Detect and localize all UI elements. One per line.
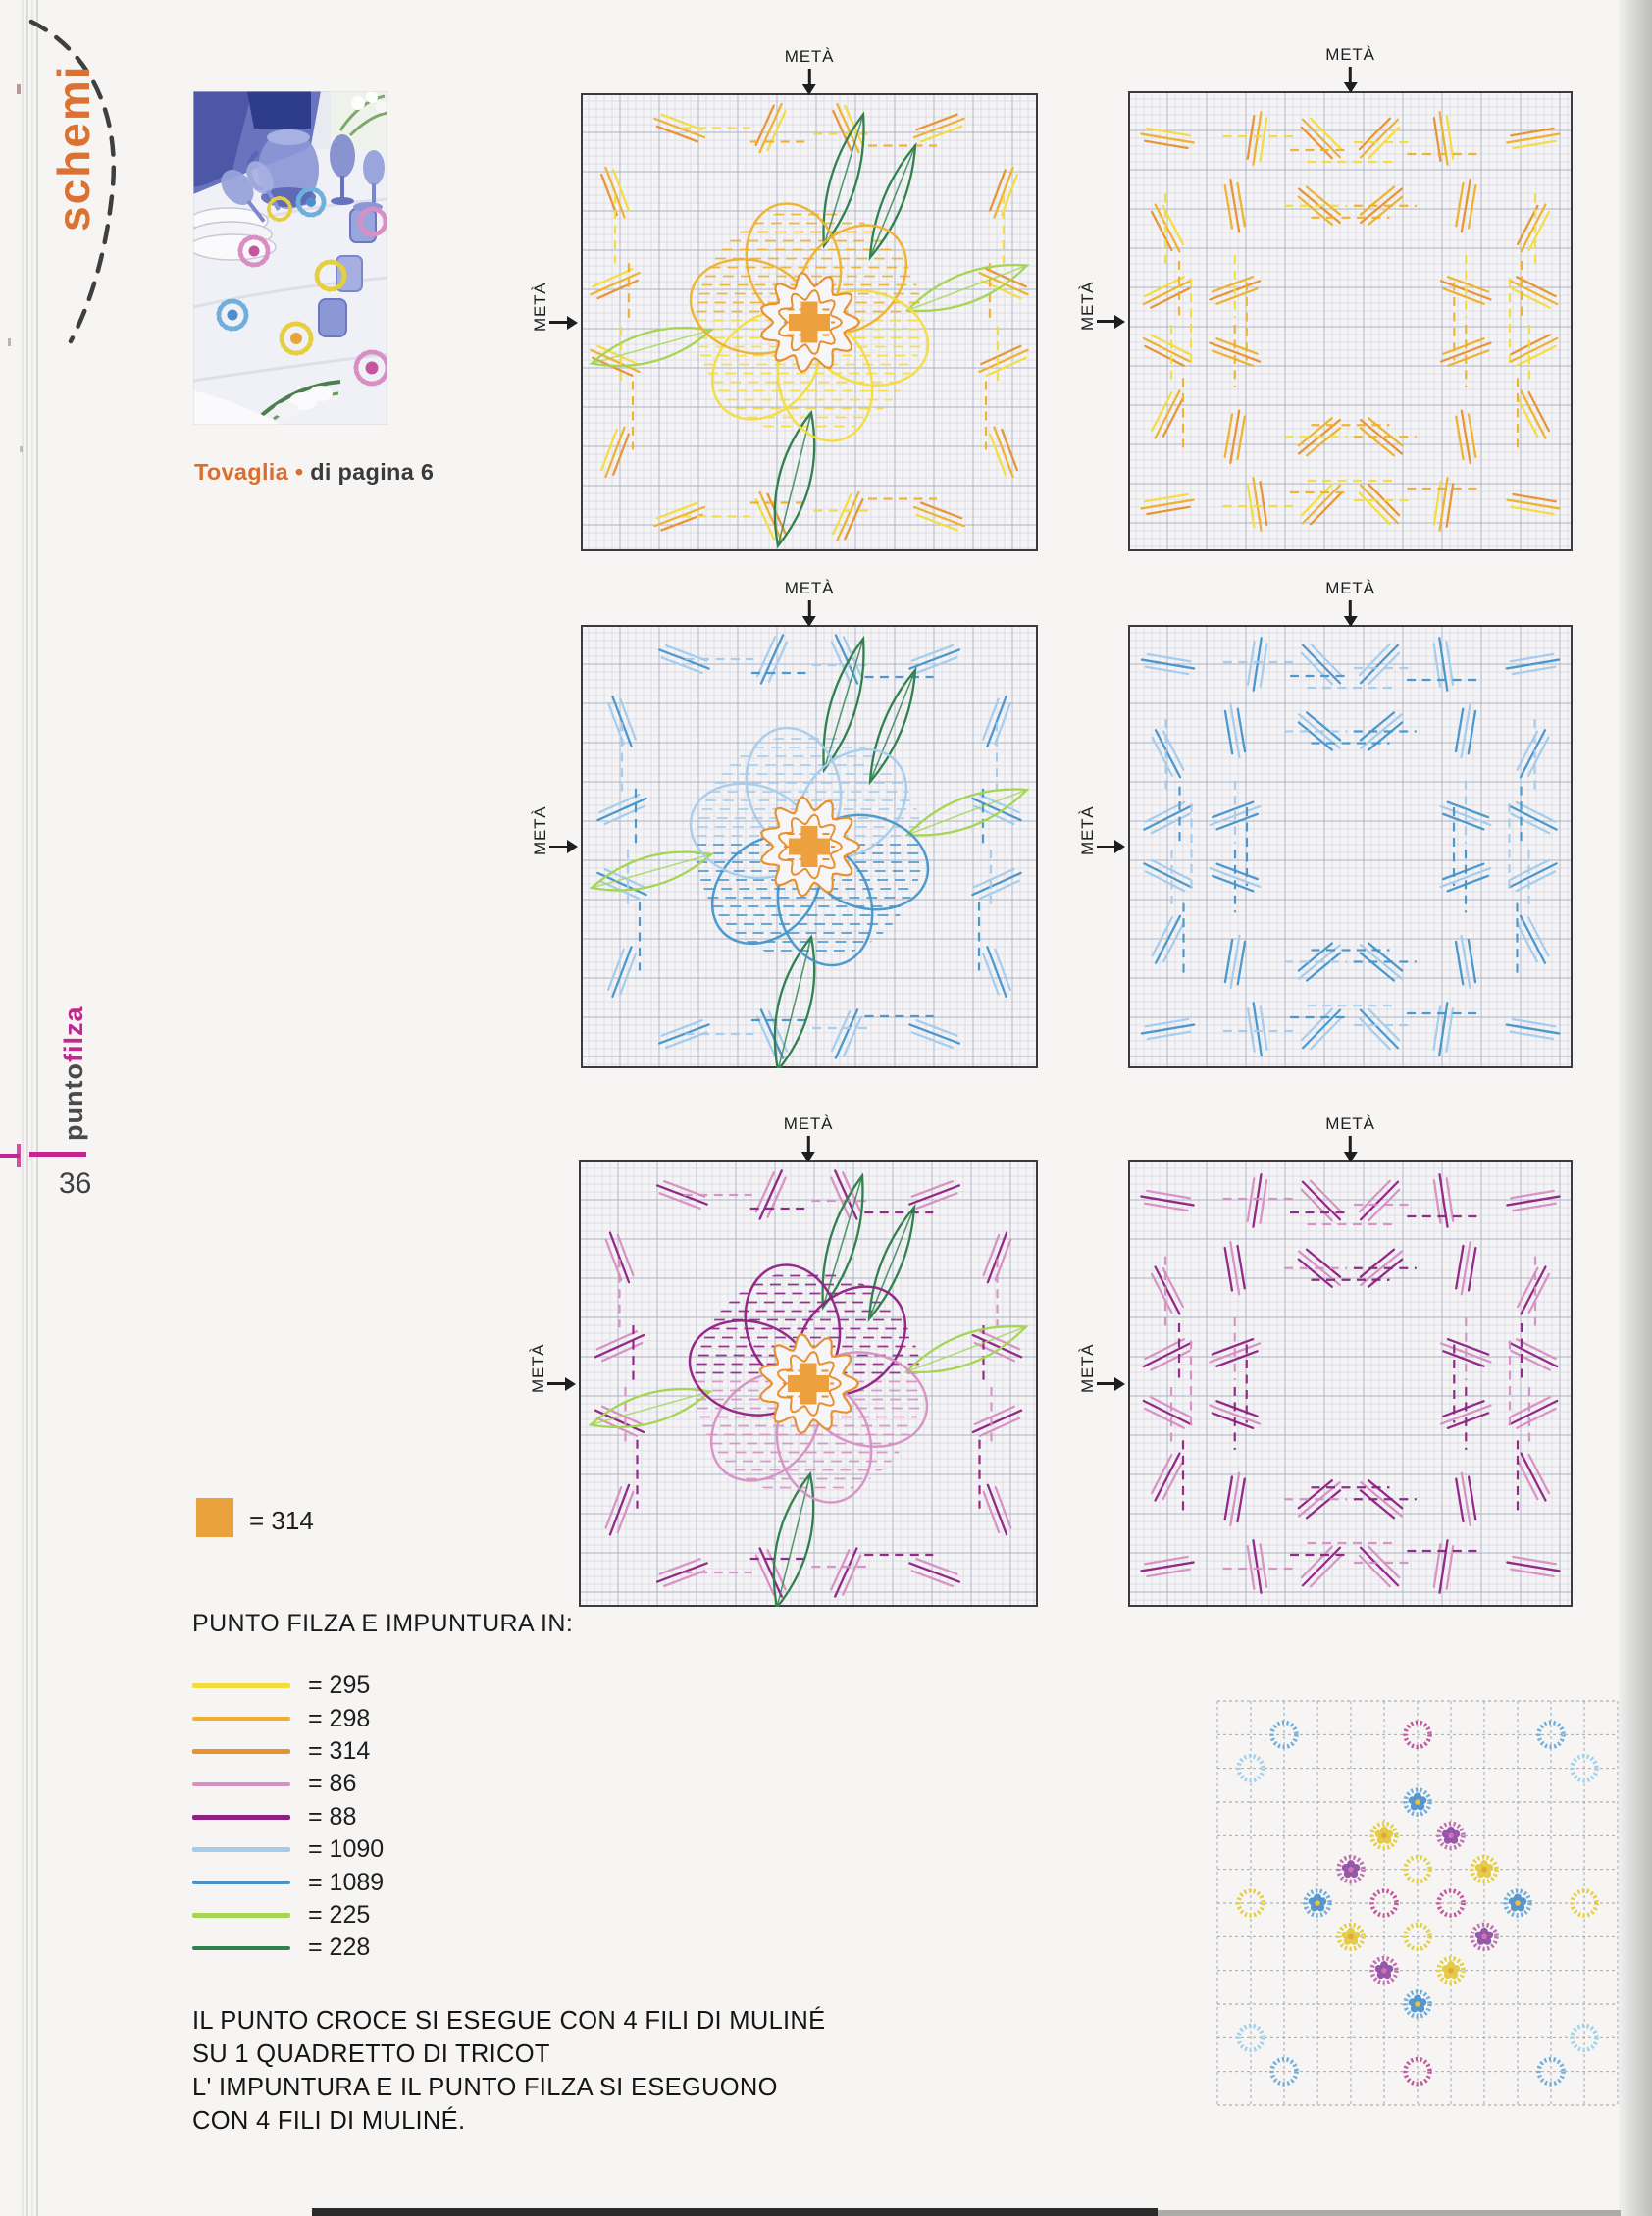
rubric-rule bbox=[29, 1152, 86, 1157]
legend-color-line bbox=[192, 1913, 290, 1918]
motif-purple-flower bbox=[1439, 1824, 1464, 1848]
meta-label-text: METÀ bbox=[1325, 579, 1375, 597]
motif-blue-flower bbox=[1506, 1891, 1530, 1916]
legend-label: = 1089 bbox=[308, 1868, 385, 1896]
meta-label-text: METÀ bbox=[1078, 1343, 1097, 1393]
arrow-right-icon bbox=[549, 321, 567, 324]
motif-yellow-flower bbox=[1339, 1925, 1364, 1949]
meta-label-text: METÀ bbox=[783, 1114, 834, 1133]
caption-title: Tovaglia bbox=[194, 459, 288, 485]
pattern-chart-blue-border bbox=[1078, 579, 1573, 1068]
meta-label-top bbox=[785, 579, 834, 627]
motif-yellow-flower bbox=[1472, 1857, 1497, 1881]
legend-label: = 298 bbox=[308, 1704, 371, 1732]
arrow-right-icon bbox=[1114, 315, 1125, 329]
pattern-chart-pink-flower bbox=[529, 1114, 1038, 1607]
footer-line: IL PUNTO CROCE SI ESEGUE CON 4 FILI DI MULINÉ bbox=[192, 2007, 826, 2035]
legend-color-line bbox=[192, 1782, 290, 1787]
meta-label-text: METÀ bbox=[531, 282, 549, 332]
arrow-right-icon bbox=[1097, 846, 1114, 849]
scan-mark bbox=[20, 446, 23, 452]
meta-label-left bbox=[531, 282, 578, 333]
legend-label: = 225 bbox=[308, 1900, 371, 1929]
legend-row-314 bbox=[192, 1735, 384, 1768]
motif-purple-flower bbox=[1472, 1925, 1497, 1949]
legend-row-225 bbox=[192, 1899, 384, 1932]
legend-label: = 228 bbox=[308, 1933, 371, 1962]
footer-instructions bbox=[192, 2004, 825, 2138]
arrow-down-icon bbox=[1344, 82, 1358, 93]
meta-label-text: METÀ bbox=[784, 47, 835, 66]
motif-purple-flower bbox=[1339, 1857, 1364, 1881]
page-bottom-edge bbox=[1158, 2210, 1621, 2216]
block-legend-label: = 314 bbox=[249, 1505, 314, 1535]
legend-title: PUNTO FILZA E IMPUNTURA IN: bbox=[192, 1610, 574, 1637]
pattern-chart-pink-border bbox=[1078, 1114, 1573, 1607]
placement-grid bbox=[1216, 1700, 1619, 2106]
arrow-down-icon bbox=[1344, 616, 1358, 627]
arrow-right-icon bbox=[549, 846, 567, 849]
meta-label-text: METÀ bbox=[1325, 45, 1375, 64]
page-bottom-edge bbox=[312, 2208, 1158, 2216]
arrow-down-icon bbox=[807, 1136, 810, 1152]
motif-purple-flower bbox=[1372, 1958, 1397, 1983]
meta-label-top bbox=[1325, 45, 1374, 93]
motif-blue-flower bbox=[1406, 1790, 1430, 1815]
legend-label: = 88 bbox=[308, 1802, 357, 1830]
section-title-schemi: schemi bbox=[48, 64, 99, 232]
legend-label: = 1090 bbox=[308, 1835, 385, 1864]
pattern-chart-yellow-flower bbox=[531, 47, 1038, 551]
arrow-down-icon bbox=[802, 616, 816, 627]
meta-label-top bbox=[1325, 1114, 1374, 1162]
caption-rest: di pagina 6 bbox=[310, 459, 435, 485]
arrow-right-icon bbox=[1097, 1382, 1114, 1385]
arrow-right-icon bbox=[567, 840, 578, 853]
meta-label-left bbox=[1078, 1343, 1125, 1394]
legend-row-1090 bbox=[192, 1833, 384, 1866]
arrow-right-icon bbox=[1114, 840, 1125, 853]
legend-row-86 bbox=[192, 1768, 384, 1800]
arrow-right-icon bbox=[565, 1377, 576, 1391]
meta-label-left bbox=[1078, 281, 1125, 332]
registration-mark bbox=[17, 1144, 21, 1167]
legend-row-1089 bbox=[192, 1866, 384, 1898]
legend-color-line bbox=[192, 1815, 290, 1820]
block-legend bbox=[196, 1498, 314, 1537]
color-swatch-314 bbox=[196, 1498, 233, 1537]
arrow-down-icon bbox=[808, 69, 811, 84]
arrow-down-icon bbox=[1344, 1152, 1358, 1162]
rubric-puntofilza bbox=[59, 1006, 89, 1141]
footer-line: CON 4 FILI DI MULINÉ. bbox=[192, 2107, 466, 2135]
arrow-down-icon bbox=[802, 84, 816, 95]
arrow-right-icon bbox=[567, 316, 578, 330]
page-right-edge bbox=[1619, 0, 1652, 2216]
legend-label: = 295 bbox=[308, 1672, 371, 1700]
legend-row-298 bbox=[192, 1702, 384, 1734]
legend-row-88 bbox=[192, 1801, 384, 1833]
legend-color-line bbox=[192, 1847, 290, 1852]
meta-label-top bbox=[784, 1114, 833, 1162]
chart-canvas bbox=[1128, 91, 1573, 551]
arrow-down-icon bbox=[1349, 67, 1352, 82]
motif-blue-flower bbox=[1406, 1992, 1430, 2017]
motif-yellow-flower bbox=[1439, 1958, 1464, 1983]
legend-color-line bbox=[192, 1749, 290, 1754]
legend-color-line bbox=[192, 1717, 290, 1722]
legend-label: = 86 bbox=[308, 1770, 357, 1798]
chart-canvas bbox=[1128, 625, 1573, 1068]
arrow-down-icon bbox=[1349, 600, 1352, 616]
photo-tablecloth bbox=[193, 91, 387, 425]
rubric-punto: punto bbox=[59, 1062, 88, 1141]
meta-label-left bbox=[529, 1343, 576, 1394]
pattern-chart-yellow-border bbox=[1078, 45, 1573, 551]
motif-yellow-flower bbox=[1372, 1824, 1397, 1848]
meta-label-left bbox=[531, 805, 578, 856]
legend-row-295 bbox=[192, 1670, 384, 1702]
meta-label-top bbox=[785, 47, 834, 95]
arrow-down-icon bbox=[1349, 1136, 1352, 1152]
arrow-down-icon bbox=[801, 1152, 815, 1162]
legend-color-line bbox=[192, 1881, 290, 1885]
chart-canvas bbox=[579, 1160, 1038, 1607]
chart-canvas bbox=[1128, 1160, 1573, 1607]
caption-bullet: • bbox=[294, 459, 304, 485]
arrow-right-icon bbox=[547, 1382, 565, 1385]
legend-label: = 314 bbox=[308, 1736, 371, 1765]
legend-row-228 bbox=[192, 1932, 384, 1964]
photo-caption bbox=[194, 459, 434, 486]
arrow-right-icon bbox=[1114, 1377, 1125, 1391]
rubric-filza: filza bbox=[59, 1005, 88, 1063]
footer-line: SU 1 QUADRETTO DI TRICOT bbox=[192, 2040, 550, 2068]
motif-blue-flower bbox=[1306, 1891, 1330, 1916]
legend-items bbox=[192, 1670, 384, 1965]
legend-color-line bbox=[192, 1946, 290, 1951]
arrow-down-icon bbox=[808, 600, 811, 616]
meta-label-text: METÀ bbox=[1078, 805, 1097, 855]
chart-canvas bbox=[581, 625, 1038, 1068]
meta-label-text: METÀ bbox=[784, 579, 835, 597]
meta-label-text: METÀ bbox=[1325, 1114, 1375, 1133]
footer-line: L' IMPUNTURA E IL PUNTO FILZA SI ESEGUONO bbox=[192, 2074, 778, 2101]
meta-label-top bbox=[1325, 579, 1374, 627]
meta-label-text: METÀ bbox=[531, 805, 549, 855]
chart-canvas bbox=[581, 93, 1038, 551]
legend-color-line bbox=[192, 1683, 290, 1688]
page-number: 36 bbox=[59, 1167, 92, 1200]
arrow-right-icon bbox=[1097, 320, 1114, 323]
meta-label-left bbox=[1078, 805, 1125, 856]
meta-label-text: METÀ bbox=[529, 1343, 547, 1393]
pattern-chart-blue-flower bbox=[531, 579, 1038, 1068]
meta-label-text: METÀ bbox=[1078, 281, 1097, 331]
